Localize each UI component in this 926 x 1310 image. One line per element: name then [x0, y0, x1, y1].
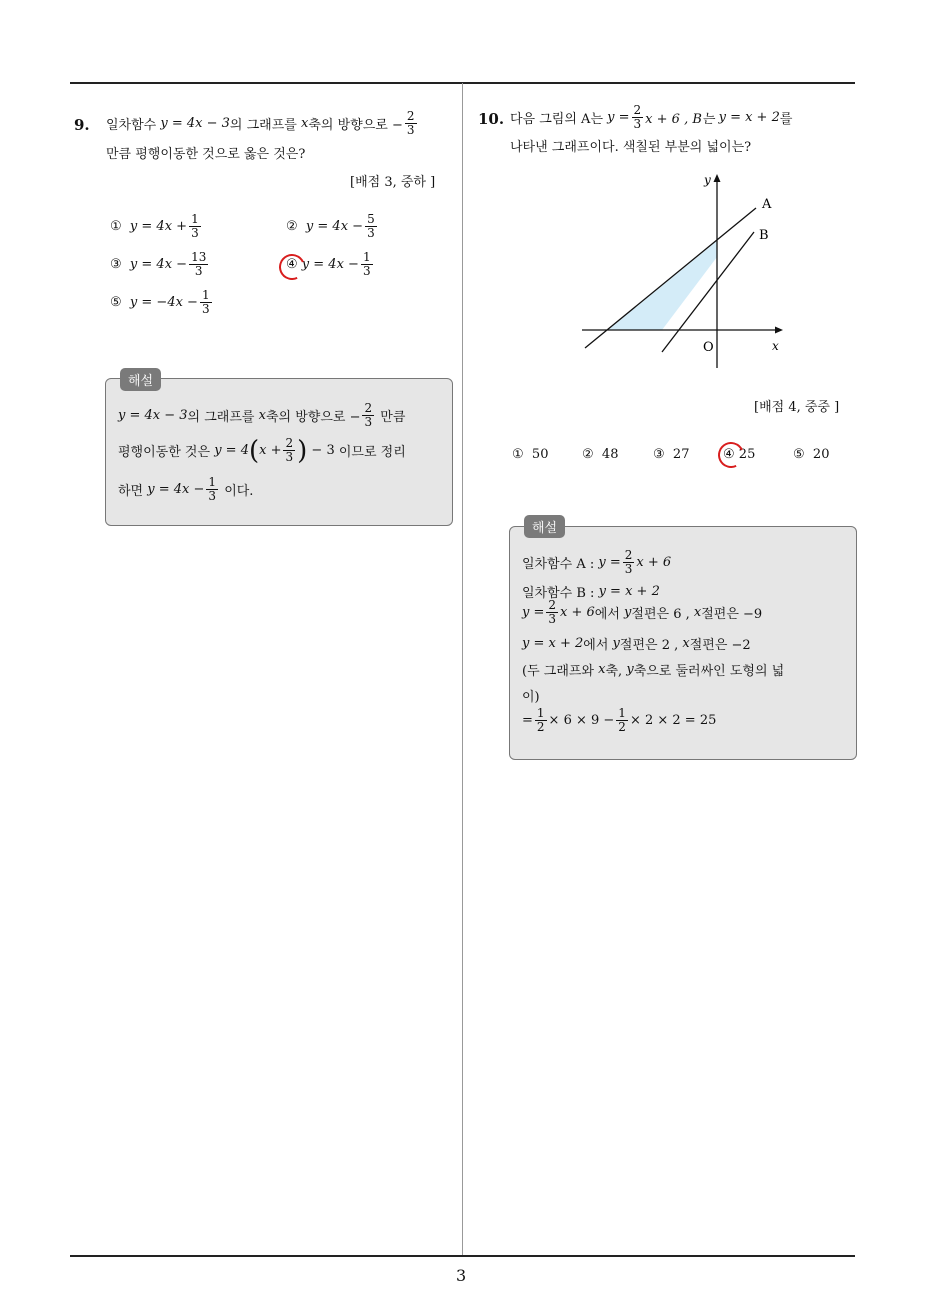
- y-axis-label: y: [704, 173, 711, 187]
- solution-badge: 해설: [120, 368, 161, 391]
- solution-line-1: y = 4x − 3 의 그래프를 x 축의 방향으로 − $\frac{2}{3}$ 만큼: [118, 401, 406, 429]
- fraction: $\frac{2}{3}$: [406, 109, 415, 137]
- option-4[interactable]: ④ 25: [723, 447, 756, 462]
- x-axis-label: x: [772, 339, 779, 353]
- solution-line-5: (두 그래프와 x 축, y 축으로 둘러싸인 도형의 넓: [522, 662, 785, 679]
- coordinate-graph: [576, 168, 796, 378]
- solution-line-3: 하면 y = 4x − $\frac{1}{3}$ 이다.: [118, 475, 254, 503]
- page-number: 3: [456, 1266, 467, 1285]
- solution-line-1: 일차함수 A : y = $\frac{2}{3}$ x + 6: [522, 548, 672, 576]
- option-3[interactable]: ③ 27: [653, 447, 690, 462]
- column-divider: [462, 83, 463, 1256]
- question-text-line-1: 일차함수 y = 4x − 3 의 그래프를 x 축의 방향으로 − $\frac{2}{3}$: [106, 109, 415, 137]
- option-1[interactable]: ① 50: [512, 447, 549, 462]
- question-number: 10.: [478, 110, 505, 128]
- option-4[interactable]: ④ y = 4x − $\frac{1}{3}$: [286, 250, 371, 278]
- y-axis-arrow: [714, 174, 721, 182]
- solution-line-2: 평행이동한 것은 y = 4 ( x + $\frac{2}{3}$ ) − 3 이므로 정리: [118, 435, 406, 466]
- solution-line-7: = $\frac{1}{2}$ × 6 × 9 − $\frac{1}{2}$ × 2 × 2 = 25: [522, 706, 717, 734]
- question-text-line-1: 다음 그림의 A는 y = $\frac{2}{3}$ x + 6 , B는 y = x + 2 를: [510, 103, 793, 131]
- option-2[interactable]: ② 48: [582, 447, 619, 462]
- solution-line-6: 이): [522, 690, 540, 705]
- option-2[interactable]: ② y = 4x − $\frac{5}{3}$: [286, 212, 375, 240]
- origin-label: O: [703, 340, 714, 355]
- difficulty-label: [배점 4, 중중 ]: [754, 400, 840, 415]
- option-3[interactable]: ③ y = 4x − $\frac{13}{3}$: [110, 250, 207, 278]
- solution-line-3: y = $\frac{2}{3}$ x + 6 에서 y 절편은 6 , x 절편은 −9: [522, 598, 763, 626]
- option-1[interactable]: ① y = 4x + $\frac{1}{3}$: [110, 212, 199, 240]
- bottom-rule: [70, 1255, 855, 1257]
- x-axis-arrow: [775, 327, 783, 334]
- line-b-label: B: [759, 228, 769, 243]
- question-text-line-2: 만큼 평행이동한 것으로 옳은 것은?: [106, 147, 306, 162]
- answer-circle-mark: [714, 438, 747, 471]
- difficulty-label: [배점 3, 중하 ]: [350, 175, 436, 190]
- line-a-label: A: [762, 197, 772, 212]
- solution-badge: 해설: [524, 515, 565, 538]
- question-number: 9.: [74, 116, 90, 134]
- option-5[interactable]: ⑤ 20: [793, 447, 830, 462]
- solution-line-2: 일차함수 B : y = x + 2: [522, 584, 660, 601]
- option-5[interactable]: ⑤ y = −4x − $\frac{1}{3}$: [110, 288, 210, 316]
- solution-line-4: y = x + 2 에서 y 절편은 2 , x 절편은 −2: [522, 636, 751, 653]
- question-text-line-2: 나타낸 그래프이다. 색칠된 부분의 넓이는?: [510, 140, 752, 155]
